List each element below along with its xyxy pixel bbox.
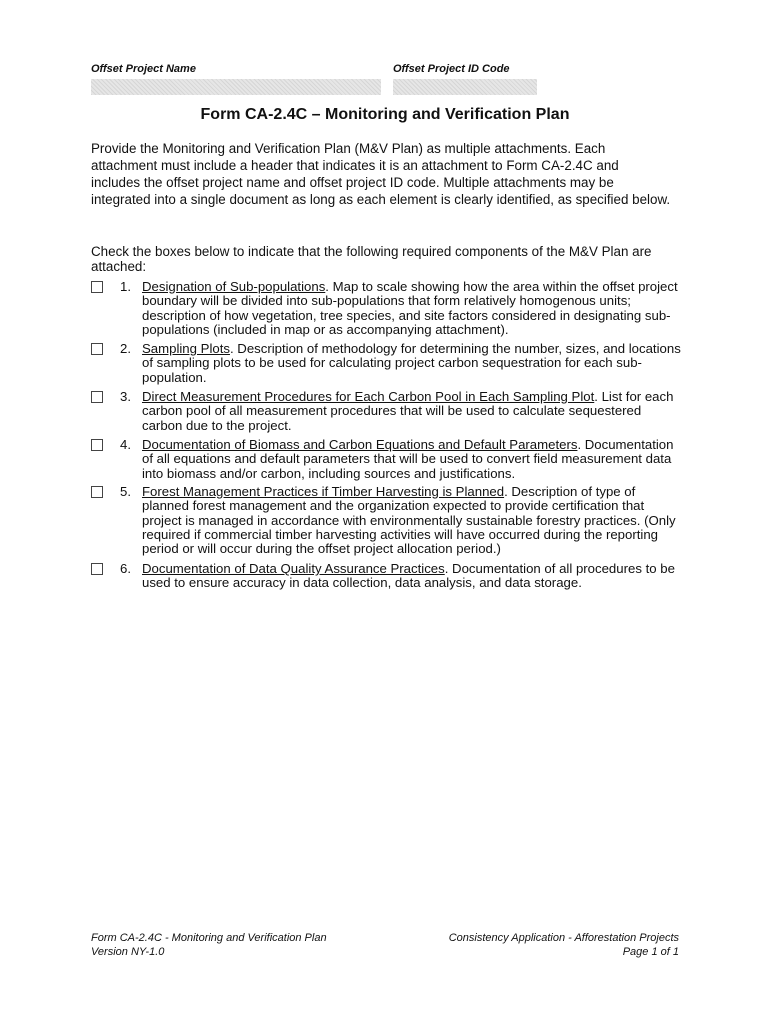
item-description (142, 280, 681, 337)
item-number: 6. (120, 561, 131, 576)
project-name-label: Offset Project Name (91, 63, 196, 75)
item-4-checkbox[interactable] (91, 439, 103, 451)
item-description (142, 562, 681, 591)
list-item (91, 562, 681, 591)
item-number: 2. (120, 341, 131, 356)
item-3-checkbox[interactable] (91, 391, 103, 403)
item-text: . Documentation of all procedures to be used to ensure accuracy in data collection, data analysis, and data storage. (142, 561, 675, 591)
footer-left (91, 931, 327, 959)
item-number: 3. (120, 389, 131, 404)
footer-version: Version NY-1.0 (91, 946, 165, 958)
item-heading: Direct Measurement Procedures for Each Carbon Pool in Each Sampling Plot (142, 389, 595, 404)
list-item (91, 438, 681, 481)
footer-form-name: Form CA-2.4C - Monitoring and Verification Plan (91, 932, 327, 944)
item-text: . Description of type of planned forest management and the organization expected to provide certification that project is managed in accordance with environmentally sustainable forestry practices. (Only required if commercial timber harvesting activities will have occurred during the reporting period or will occur during the offset project allocation period.) (142, 484, 676, 557)
item-number: 5. (120, 484, 131, 499)
intro-paragraph: Provide the Monitoring and Verification Plan (M&V Plan) as multiple attachments. Each attachment must include a header that indicates it is an attachment to Form CA-2.4C and includes the offset project name and offset project ID code. Multiple attachments may be integrated into a single document as long as each element is clearly identified, as specified below. (91, 141, 671, 207)
item-number: 1. (120, 279, 131, 294)
item-5-checkbox[interactable] (91, 486, 103, 498)
list-item (91, 280, 681, 337)
item-text: . List for each carbon pool of all measurement procedures that will be used to calculate sequestered carbon due to the project. (142, 389, 674, 433)
item-6-checkbox[interactable] (91, 563, 103, 575)
project-name-field[interactable] (91, 79, 381, 95)
item-text: . Map to scale showing how the area within the offset project boundary will be divided into sub-populations that form relatively homogenous units; description of how vegetation, tree species, and site factors considered in designating sub-populations (included in map or as accompanying attachment). (142, 279, 678, 337)
footer-right (449, 931, 679, 959)
project-id-label: Offset Project ID Code (393, 63, 510, 75)
footer-application-name: Consistency Application - Afforestation Projects (448, 932, 679, 944)
footer-page-number: Page 1 of 1 (622, 946, 679, 958)
item-1-checkbox[interactable] (91, 281, 103, 293)
item-description (142, 485, 681, 556)
item-heading: Documentation of Data Quality Assurance Practices (142, 561, 445, 576)
item-text: . Description of methodology for determining the number, sizes, and locations of sampling plots to be used for calculating project carbon sequestration for each sub-population. (142, 341, 681, 385)
form-title: Form CA-2.4C – Monitoring and Verification Plan (200, 106, 570, 123)
item-heading: Sampling Plots (142, 341, 230, 356)
item-heading: Forest Management Practices if Timber Harvesting is Planned (142, 484, 505, 499)
item-text: . Documentation of all equations and default parameters that will be used to convert field measurement data into biomass and/or carbon, including sources and justifications. (142, 437, 674, 481)
item-2-checkbox[interactable] (91, 343, 103, 355)
project-id-field[interactable] (393, 79, 537, 95)
item-heading: Designation of Sub-populations (142, 279, 326, 294)
item-description (142, 342, 681, 385)
list-item (91, 485, 681, 556)
item-description (142, 438, 681, 481)
item-number: 4. (120, 437, 131, 452)
list-item (91, 390, 681, 433)
item-description (142, 390, 681, 433)
item-heading: Documentation of Biomass and Carbon Equations and Default Parameters (142, 437, 578, 452)
instruction-text: Check the boxes below to indicate that the following required components of the M&V Plan are attached: (91, 244, 652, 274)
list-item (91, 342, 681, 385)
